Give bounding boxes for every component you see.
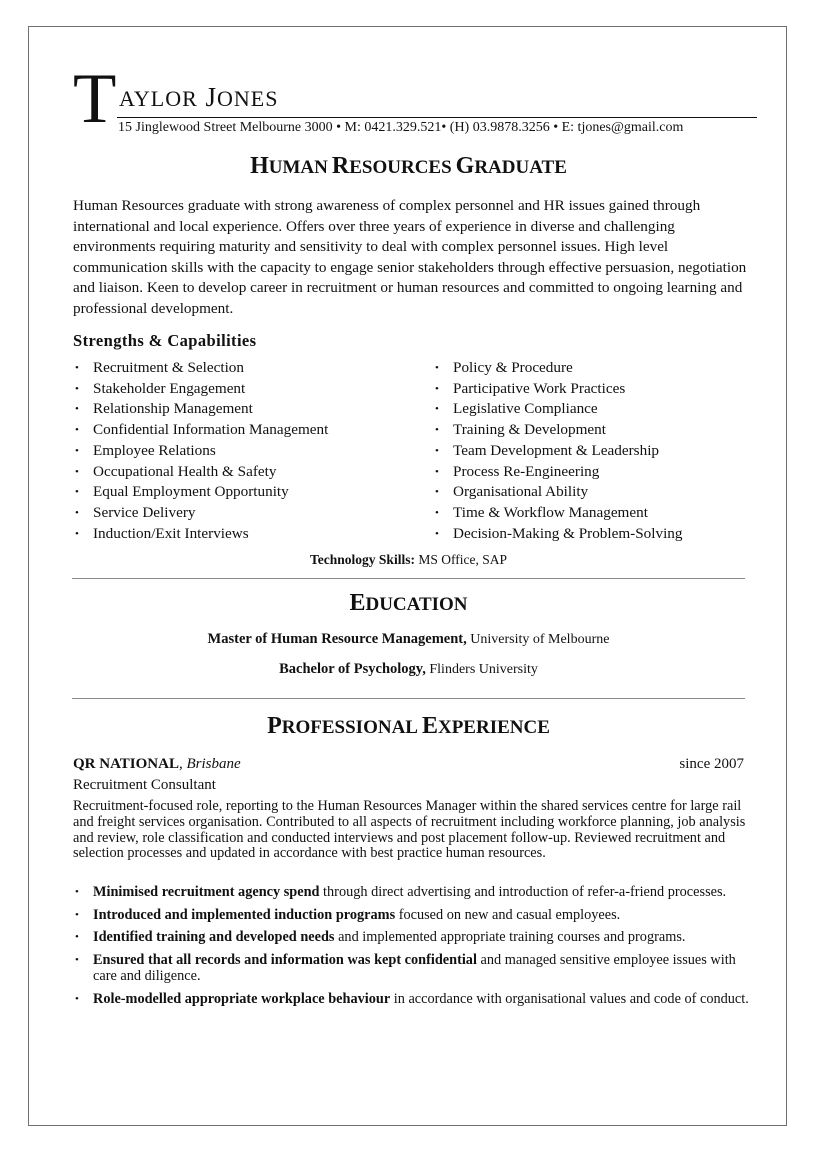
- first-name-rest: AYLOR: [119, 86, 198, 111]
- employer-location: , Brisbane: [178, 756, 241, 772]
- technology-skills-label: Technology Skills:: [310, 552, 415, 567]
- education-entry: [72, 631, 745, 648]
- strengths-list-right: [433, 358, 682, 544]
- bullet-icon: •: [435, 424, 439, 437]
- bullet-icon: •: [435, 465, 439, 478]
- strength-label: Stakeholder Engagement: [93, 379, 246, 397]
- last-name-rest: ONES: [217, 86, 279, 111]
- achievement-detail: and implemented appropriate training courses and programs.: [334, 929, 686, 946]
- achievements-list: [73, 884, 749, 1014]
- bullet-icon: •: [75, 486, 79, 499]
- bullet-icon: •: [435, 444, 439, 457]
- experience-heading-w2-rest: XPERIENCE: [437, 717, 550, 738]
- list-item: [433, 441, 682, 462]
- bullet-icon: •: [75, 424, 79, 437]
- technology-skills: [72, 552, 745, 568]
- list-item: [73, 399, 328, 420]
- strengths-heading: Strengths & Capabilities: [73, 331, 257, 350]
- list-item: [73, 503, 328, 524]
- bullet-icon: •: [75, 993, 79, 1006]
- strength-label: Process Re-Engineering: [453, 462, 600, 480]
- candidate-name: [119, 82, 278, 114]
- last-name-initial: J: [205, 82, 218, 112]
- achievement-detail: and managed sensitive employee issues with care and diligence.: [93, 952, 736, 985]
- list-item: [433, 399, 682, 420]
- resume-title: [72, 153, 745, 180]
- job-title: Recruitment Consultant: [73, 777, 216, 793]
- list-item: [73, 929, 749, 945]
- achievement-highlight: Identified training and developed needs: [93, 929, 335, 946]
- list-item: [73, 907, 749, 923]
- list-item: [73, 952, 749, 984]
- contact-details: 15 Jinglewood Street Melbourne 3000 • M: 0421.329.521• (H) 03.9878.3256 • E: tjones@gmail.com: [118, 120, 684, 135]
- list-item: [73, 524, 328, 545]
- bullet-icon: •: [435, 403, 439, 416]
- strength-label: Participative Work Practices: [453, 379, 626, 397]
- bullet-icon: •: [75, 506, 79, 519]
- bullet-icon: •: [75, 908, 79, 921]
- list-item: [73, 441, 328, 462]
- title-word3-rest: RADUATE: [474, 157, 567, 178]
- bullet-icon: •: [435, 382, 439, 395]
- bullet-icon: •: [435, 362, 439, 374]
- header-rule: [117, 117, 757, 118]
- strength-label: Legislative Compliance: [453, 400, 598, 418]
- job-employer: [73, 756, 241, 773]
- title-word2-cap: R: [331, 153, 350, 179]
- strength-label: Recruitment & Selection: [93, 359, 244, 376]
- title-word1-rest: UMAN: [268, 157, 328, 178]
- list-item: [73, 482, 328, 503]
- technology-skills-value: MS Office, SAP: [414, 552, 507, 567]
- education-entry: [72, 661, 745, 678]
- bullet-icon: •: [75, 403, 79, 416]
- achievement-highlight: Role-modelled appropriate workplace behaviour: [93, 991, 391, 1008]
- bullet-icon: •: [75, 465, 79, 478]
- achievement-highlight: Ensured that all records and information was kept confidential: [93, 952, 477, 969]
- strength-label: Policy & Procedure: [453, 359, 573, 376]
- bullet-icon: •: [435, 527, 439, 540]
- strength-label: Confidential Information Management: [93, 421, 329, 439]
- bullet-icon: •: [75, 931, 79, 944]
- list-item: [73, 379, 328, 400]
- experience-heading: [72, 713, 745, 740]
- title-word3-cap: G: [455, 153, 475, 179]
- education-heading-rest: DUCATION: [365, 594, 468, 615]
- list-item: [433, 420, 682, 441]
- title-word1-cap: H: [250, 153, 269, 179]
- name-initial: T: [73, 60, 117, 138]
- experience-heading-w1-rest: ROFESSIONAL: [281, 717, 418, 738]
- profile-summary: Human Resources graduate with strong awareness of complex personnel and HR issues gained through international and local experience. Offers over three years of experience in diverse and challenging environments requiring maturity and sensitivity to deal with complex personnel issues. High level communication skills with the capacity to engage senior stakeholders through effective persuasion, negotiation and liaison. Keen to develop career in recruitment or human resources and committed to ongoing learning and professional development.: [73, 197, 747, 317]
- achievement-detail: in accordance with organisational values and code of conduct.: [390, 991, 749, 1008]
- bullet-icon: •: [75, 444, 79, 457]
- experience-heading-w2-cap: E: [421, 713, 438, 739]
- strength-label: Organisational Ability: [453, 483, 589, 501]
- employer-name: QR NATIONAL: [73, 756, 179, 772]
- bullet-icon: •: [435, 486, 439, 499]
- list-item: [433, 462, 682, 483]
- strengths-list-left: [73, 358, 328, 544]
- strength-label: Training & Development: [453, 421, 606, 439]
- list-item: [433, 358, 682, 379]
- strength-label: Occupational Health & Safety: [93, 462, 277, 480]
- education-heading: [72, 590, 745, 617]
- achievement-highlight: Introduced and implemented induction programs: [93, 906, 396, 923]
- degree-name: Bachelor of Psychology,: [279, 661, 426, 677]
- achievement-detail: focused on new and casual employees.: [395, 906, 621, 923]
- experience-heading-w1-cap: P: [267, 713, 282, 739]
- list-item: [433, 379, 682, 400]
- strength-label: Time & Workflow Management: [453, 503, 648, 521]
- section-divider: [72, 578, 745, 579]
- bullet-icon: •: [75, 527, 79, 540]
- strength-label: Team Development & Leadership: [453, 441, 660, 459]
- section-divider: [72, 698, 745, 699]
- strength-label: Employee Relations: [93, 441, 216, 459]
- degree-name: Master of Human Resource Management,: [207, 631, 467, 647]
- achievement-detail: through direct advertising and introduction of refer-a-friend processes.: [319, 884, 727, 900]
- list-item: [433, 524, 682, 545]
- list-item: [73, 991, 749, 1007]
- strength-label: Relationship Management: [93, 400, 253, 418]
- title-word2-rest: ESOURCES: [349, 157, 452, 178]
- list-item: [73, 462, 328, 483]
- list-item: [73, 420, 328, 441]
- strength-label: Induction/Exit Interviews: [93, 524, 249, 542]
- strength-label: Service Delivery: [93, 503, 196, 521]
- institution-name: Flinders University: [425, 662, 538, 677]
- achievement-highlight: Minimised recruitment agency spend: [93, 884, 320, 900]
- list-item: [73, 358, 328, 379]
- bullet-icon: •: [75, 362, 79, 374]
- job-dates: since 2007: [679, 756, 744, 772]
- list-item: [73, 884, 749, 900]
- strength-label: Equal Employment Opportunity: [93, 483, 289, 501]
- strength-label: Decision-Making & Problem-Solving: [453, 524, 683, 542]
- education-heading-cap: E: [349, 590, 366, 616]
- job-description: Recruitment-focused role, reporting to the Human Resources Manager within the shared services centre for large rail and freight services organisation. Contributed to all aspects of recruitment including workforce planning, job analysis and review, role classification and conducted interviews and post placement follow-up. Reviewed recruitment and selection processes and updated in accordance with best practice human resources.: [73, 798, 746, 862]
- bullet-icon: •: [75, 886, 79, 898]
- bullet-icon: •: [75, 382, 79, 395]
- bullet-icon: •: [75, 954, 79, 967]
- list-item: [433, 503, 682, 524]
- list-item: [433, 482, 682, 503]
- institution-name: University of Melbourne: [466, 632, 610, 647]
- bullet-icon: •: [435, 506, 439, 519]
